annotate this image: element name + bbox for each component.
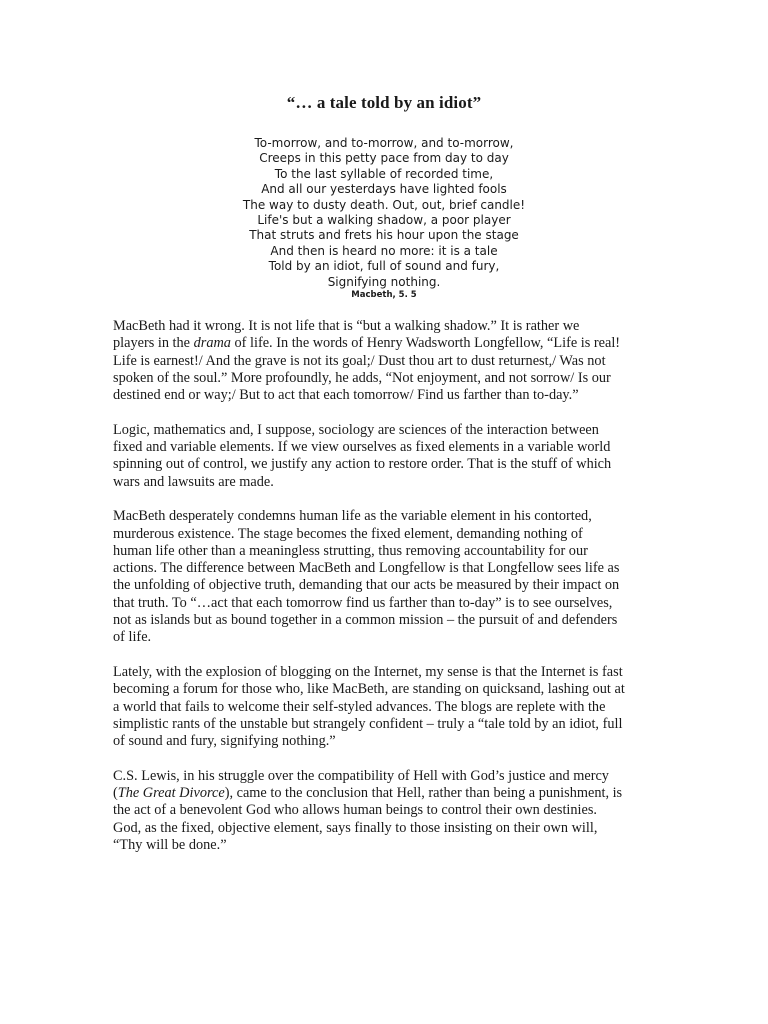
text-line bbox=[113, 699, 673, 716]
essay-paragraph bbox=[113, 318, 673, 404]
text-run: Lately, with the explosion of blogging on the Internet, my sense is that the Internet is fast bbox=[113, 663, 623, 680]
text-line bbox=[113, 422, 673, 439]
text-run: of life. In the words of Henry Wadsworth Longfellow, “Life is real! bbox=[230, 335, 621, 352]
text-run: becoming a forum for those who, like MacBeth, are standing on quicksand, lashing out at bbox=[113, 681, 625, 698]
text-line bbox=[113, 837, 673, 854]
text-line bbox=[113, 335, 673, 352]
text-line bbox=[113, 526, 673, 543]
text-run: ( bbox=[113, 785, 118, 802]
essay-body bbox=[113, 318, 673, 872]
text-line bbox=[113, 629, 673, 646]
document-title: “… a tale told by an idiot” bbox=[286, 93, 482, 112]
italic-title: drama bbox=[193, 335, 231, 352]
text-run: a world that fails to welcome their self-styled advances. The blogs are replete with the bbox=[113, 698, 606, 715]
text-line bbox=[113, 595, 673, 612]
text-run: MacBeth had it wrong. It is not life that is “but a walking shadow.” It is rather we bbox=[113, 318, 580, 334]
text-run: not as islands but as bound together in a common mission – the pursuit of and defenders bbox=[113, 612, 618, 629]
text-line bbox=[113, 716, 673, 733]
essay-paragraph bbox=[113, 664, 673, 750]
text-line bbox=[113, 456, 673, 473]
text-line bbox=[113, 664, 673, 681]
text-run: human life other than a meaningless strutting, thus removing accountability for our bbox=[113, 542, 588, 559]
italic-title: The Great Divorce bbox=[117, 785, 225, 802]
text-run: the unfolding of objective truth, demanding that our acts be measured by their impact on bbox=[113, 577, 620, 594]
text-line bbox=[113, 318, 673, 335]
poem-line: Signifying nothing. bbox=[327, 274, 441, 289]
text-line bbox=[113, 785, 673, 802]
poem-line: To-morrow, and to-morrow, and to-morrow, bbox=[254, 136, 514, 150]
text-run: murderous existence. The stage becomes the fixed element, demanding nothing of bbox=[113, 525, 583, 542]
poem-line: And then is heard no more: it is a tale bbox=[270, 243, 498, 258]
text-run: simplistic rants of the unstable but strangely confident – truly a “tale told by an idiot, full bbox=[113, 715, 623, 732]
text-run: destined end or way;/ But to act that each tomorrow/ Find us farther than to-day.” bbox=[113, 387, 579, 404]
text-line bbox=[113, 768, 673, 785]
text-line bbox=[113, 612, 673, 629]
poem-line: And all our yesterdays have lighted fools bbox=[261, 182, 507, 197]
text-line bbox=[113, 820, 673, 837]
text-line bbox=[113, 474, 673, 491]
poem-line: Creeps in this petty pace from day to day bbox=[259, 151, 509, 166]
text-run: “Thy will be done.” bbox=[113, 836, 227, 853]
poem-line: Life's but a walking shadow, a poor player bbox=[257, 213, 511, 228]
text-run: the act of a benevolent God who allows human beings to control their own destinies. bbox=[113, 802, 597, 819]
poem-line: The way to dusty death. Out, out, brief candle! bbox=[242, 197, 526, 212]
text-line bbox=[113, 560, 673, 577]
text-run: Life is earnest!/ And the grave is not its goal;/ Dust thou art to dust returnest,/ Was not bbox=[113, 352, 606, 369]
poem-line: To the last syllable of recorded time, bbox=[274, 166, 494, 181]
text-line bbox=[113, 577, 673, 594]
text-run: wars and lawsuits are made. bbox=[113, 473, 274, 490]
text-line bbox=[113, 802, 673, 819]
text-run: that truth. To “…act that each tomorrow find us farther than to-day” is to see ourselves, bbox=[113, 594, 613, 611]
text-line bbox=[113, 439, 673, 456]
text-run: spoken of the soul.” More profoundly, he adds, “Not enjoyment, and not sorrow/ Is our bbox=[113, 369, 611, 386]
poem-lines bbox=[0, 136, 768, 290]
poem-line: Told by an idiot, full of sound and fury, bbox=[268, 259, 500, 274]
text-line bbox=[113, 543, 673, 560]
text-run: actions. The difference between MacBeth and Longfellow is that Longfellow sees life as bbox=[113, 560, 620, 577]
text-run: ), came to the conclusion that Hell, rather than being a punishment, is bbox=[224, 785, 623, 802]
text-run: fixed and variable elements. If we view ourselves as fixed elements in a variable world bbox=[113, 439, 611, 456]
text-run: C.S. Lewis, in his struggle over the compatibility of Hell with God’s justice and mercy bbox=[113, 767, 609, 784]
text-line bbox=[113, 681, 673, 698]
text-line bbox=[113, 733, 673, 750]
essay-paragraph bbox=[113, 422, 673, 491]
poem-line: That struts and frets his hour upon the stage bbox=[249, 228, 519, 243]
text-line bbox=[113, 353, 673, 370]
text-run: spinning out of control, we justify any action to restore order. That is the stuff of which bbox=[113, 456, 612, 473]
text-run: MacBeth desperately condemns human life as the variable element in his contorted, bbox=[113, 508, 592, 525]
essay-paragraph bbox=[113, 508, 673, 646]
text-run: players in the bbox=[113, 335, 194, 352]
essay-paragraph bbox=[113, 768, 673, 854]
text-run: of life. bbox=[113, 629, 152, 646]
text-line bbox=[113, 508, 673, 525]
text-line bbox=[113, 387, 673, 404]
text-line bbox=[113, 370, 673, 387]
poem-citation: Macbeth, 5. 5 bbox=[351, 290, 417, 301]
text-run: God, as the fixed, objective element, says finally to those insisting on their own will, bbox=[113, 819, 598, 836]
text-run: of sound and fury, signifying nothing.” bbox=[113, 733, 336, 750]
text-run: Logic, mathematics and, I suppose, sociology are sciences of the interaction between bbox=[113, 421, 599, 438]
poem-block bbox=[0, 136, 768, 300]
